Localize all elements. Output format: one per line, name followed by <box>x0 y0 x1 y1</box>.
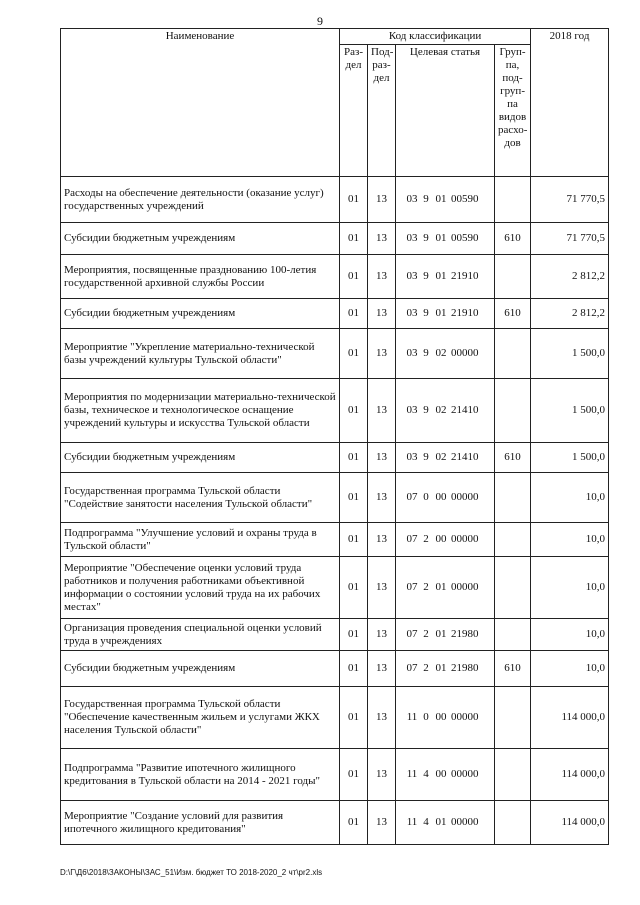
target-part-1: 07 <box>406 628 418 640</box>
target-part-3: 00 <box>435 491 447 503</box>
table-row <box>61 255 609 299</box>
header-year: 2018 год <box>531 29 609 177</box>
row-section: 01 <box>340 379 368 443</box>
table-row <box>61 329 609 379</box>
row-section: 01 <box>340 329 368 379</box>
target-part-4: 21410 <box>451 404 479 416</box>
target-part-4: 21910 <box>451 307 479 319</box>
row-group <box>495 255 531 299</box>
row-target-article <box>396 749 495 801</box>
row-name: Мероприятие "Укрепление материально-технической базы учреждений культуры Тульской области" <box>61 329 340 379</box>
row-name: Мероприятие "Обеспечение оценки условий труда работников и получения работниками объективной информации о состоянии условий труда на их рабочих местах" <box>61 557 340 619</box>
target-part-1: 03 <box>406 193 418 205</box>
target-part-1: 07 <box>406 533 418 545</box>
row-name: Мероприятия, посвященные празднованию 100-летия государственной архивной службы России <box>61 255 340 299</box>
target-part-4: 21980 <box>451 628 479 640</box>
row-section: 01 <box>340 473 368 523</box>
row-name: Мероприятия по модернизации материально-технической базы, техническое и технологическое оснащение учреждений культуры и искусства Тульской области <box>61 379 340 443</box>
target-part-1: 11 <box>406 816 418 828</box>
file-path-footer: D:\Г\Д6\2018\ЗАКОНЫ\ЗАС_51\Изм. бюджет ТО 2018-2020_2 чт\pr2.xls <box>60 868 323 877</box>
row-target-article <box>396 801 495 845</box>
target-part-4: 00000 <box>451 581 479 593</box>
table-row <box>61 557 609 619</box>
row-amount: 1 500,0 <box>531 379 609 443</box>
target-part-1: 03 <box>406 232 418 244</box>
row-target-article <box>396 473 495 523</box>
header-name: Наименование <box>61 29 340 177</box>
table-row <box>61 749 609 801</box>
table-row <box>61 801 609 845</box>
row-subsection: 13 <box>368 651 396 687</box>
row-name: Государственная программа Тульской области "Содействие занятости населения Тульской области" <box>61 473 340 523</box>
budget-table <box>60 28 609 845</box>
row-section: 01 <box>340 255 368 299</box>
row-name: Подпрограмма "Развитие ипотечного жилищного кредитования в Тульской области на 2014 - 2021 годы" <box>61 749 340 801</box>
row-name: Расходы на обеспечение деятельности (оказание услуг) государственных учреждений <box>61 177 340 223</box>
target-part-3: 00 <box>435 768 447 780</box>
target-part-3: 00 <box>435 711 447 723</box>
target-part-2: 9 <box>423 404 429 416</box>
target-part-4: 00000 <box>451 711 479 723</box>
row-subsection: 13 <box>368 801 396 845</box>
row-group <box>495 379 531 443</box>
row-group <box>495 523 531 557</box>
target-part-2: 2 <box>423 533 429 545</box>
header-subsection: Под- раз- дел <box>368 45 396 177</box>
row-amount: 10,0 <box>531 557 609 619</box>
row-amount: 114 000,0 <box>531 687 609 749</box>
target-part-1: 11 <box>406 711 418 723</box>
target-part-2: 4 <box>423 768 429 780</box>
row-subsection: 13 <box>368 299 396 329</box>
row-target-article <box>396 557 495 619</box>
row-amount: 10,0 <box>531 651 609 687</box>
row-group <box>495 801 531 845</box>
table-row <box>61 443 609 473</box>
row-subsection: 13 <box>368 557 396 619</box>
target-part-2: 9 <box>423 232 429 244</box>
row-name: Субсидии бюджетным учреждениям <box>61 223 340 255</box>
target-part-3: 01 <box>435 193 447 205</box>
page-number: 9 <box>317 14 323 28</box>
row-section: 01 <box>340 651 368 687</box>
row-amount: 10,0 <box>531 523 609 557</box>
target-part-4: 00590 <box>451 232 479 244</box>
row-section: 01 <box>340 749 368 801</box>
row-target-article <box>396 619 495 651</box>
target-part-2: 9 <box>423 451 429 463</box>
row-amount: 114 000,0 <box>531 749 609 801</box>
row-group: 610 <box>495 299 531 329</box>
row-name: Подпрограмма "Улучшение условий и охраны труда в Тульской области" <box>61 523 340 557</box>
row-group <box>495 473 531 523</box>
row-section: 01 <box>340 619 368 651</box>
target-part-4: 21980 <box>451 662 479 674</box>
row-section: 01 <box>340 443 368 473</box>
row-amount: 114 000,0 <box>531 801 609 845</box>
row-subsection: 13 <box>368 473 396 523</box>
row-name: Мероприятие "Создание условий для развития ипотечного жилищного кредитования" <box>61 801 340 845</box>
row-name: Государственная программа Тульской области "Обеспечение качественным жильем и услугами ЖКХ населения Тульской области" <box>61 687 340 749</box>
target-part-2: 9 <box>423 347 429 359</box>
target-part-3: 02 <box>435 404 447 416</box>
row-target-article <box>396 255 495 299</box>
target-part-1: 03 <box>406 451 418 463</box>
target-part-3: 01 <box>435 628 447 640</box>
target-part-1: 03 <box>406 307 418 319</box>
table-row <box>61 523 609 557</box>
target-part-1: 07 <box>406 491 418 503</box>
target-part-2: 2 <box>423 581 429 593</box>
target-part-4: 00000 <box>451 533 479 545</box>
row-group <box>495 749 531 801</box>
table-row <box>61 651 609 687</box>
target-part-2: 2 <box>423 662 429 674</box>
row-group <box>495 619 531 651</box>
row-amount: 1 500,0 <box>531 443 609 473</box>
row-subsection: 13 <box>368 223 396 255</box>
target-part-1: 03 <box>406 347 418 359</box>
target-part-3: 01 <box>435 270 447 282</box>
row-group: 610 <box>495 651 531 687</box>
row-subsection: 13 <box>368 523 396 557</box>
row-group <box>495 557 531 619</box>
target-part-3: 01 <box>435 581 447 593</box>
row-target-article <box>396 443 495 473</box>
row-name: Субсидии бюджетным учреждениям <box>61 651 340 687</box>
table-row <box>61 473 609 523</box>
table-row <box>61 223 609 255</box>
target-part-1: 07 <box>406 662 418 674</box>
target-part-2: 2 <box>423 628 429 640</box>
row-group: 610 <box>495 443 531 473</box>
target-part-3: 01 <box>435 816 447 828</box>
row-subsection: 13 <box>368 443 396 473</box>
target-part-2: 4 <box>423 816 429 828</box>
row-target-article <box>396 299 495 329</box>
target-part-3: 02 <box>435 347 447 359</box>
target-part-4: 00000 <box>451 491 479 503</box>
row-subsection: 13 <box>368 329 396 379</box>
row-section: 01 <box>340 299 368 329</box>
target-part-3: 01 <box>435 662 447 674</box>
row-amount: 2 812,2 <box>531 299 609 329</box>
target-part-3: 01 <box>435 232 447 244</box>
target-part-1: 11 <box>406 768 418 780</box>
table-row <box>61 177 609 223</box>
row-amount: 1 500,0 <box>531 329 609 379</box>
row-amount: 10,0 <box>531 619 609 651</box>
row-group <box>495 177 531 223</box>
header-classification: Код классификации <box>340 29 531 45</box>
row-target-article <box>396 523 495 557</box>
target-part-2: 0 <box>423 491 429 503</box>
row-group: 610 <box>495 223 531 255</box>
header-section: Раз- дел <box>340 45 368 177</box>
target-part-4: 21910 <box>451 270 479 282</box>
row-amount: 10,0 <box>531 473 609 523</box>
row-amount: 71 770,5 <box>531 177 609 223</box>
row-section: 01 <box>340 801 368 845</box>
target-part-4: 00590 <box>451 193 479 205</box>
target-part-1: 07 <box>406 581 418 593</box>
row-section: 01 <box>340 523 368 557</box>
row-section: 01 <box>340 687 368 749</box>
target-part-2: 9 <box>423 193 429 205</box>
table-row <box>61 299 609 329</box>
row-section: 01 <box>340 177 368 223</box>
row-amount: 71 770,5 <box>531 223 609 255</box>
target-part-2: 0 <box>423 711 429 723</box>
target-part-3: 02 <box>435 451 447 463</box>
target-part-3: 01 <box>435 307 447 319</box>
row-target-article <box>396 177 495 223</box>
row-name: Субсидии бюджетным учреждениям <box>61 299 340 329</box>
target-part-4: 00000 <box>451 347 479 359</box>
target-part-2: 9 <box>423 307 429 319</box>
table-row <box>61 687 609 749</box>
target-part-4: 00000 <box>451 816 479 828</box>
target-part-1: 03 <box>406 270 418 282</box>
header-target: Целевая статья <box>396 45 495 177</box>
row-subsection: 13 <box>368 749 396 801</box>
row-section: 01 <box>340 223 368 255</box>
row-group <box>495 329 531 379</box>
row-target-article <box>396 651 495 687</box>
header-group: Груп- па, под- груп- па видов расхо- дов <box>495 45 531 177</box>
row-amount: 2 812,2 <box>531 255 609 299</box>
row-target-article <box>396 379 495 443</box>
row-subsection: 13 <box>368 619 396 651</box>
row-subsection: 13 <box>368 177 396 223</box>
row-subsection: 13 <box>368 255 396 299</box>
row-name: Субсидии бюджетным учреждениям <box>61 443 340 473</box>
target-part-3: 00 <box>435 533 447 545</box>
target-part-2: 9 <box>423 270 429 282</box>
row-group <box>495 687 531 749</box>
row-name: Организация проведения специальной оценки условий труда в учреждениях <box>61 619 340 651</box>
row-target-article <box>396 223 495 255</box>
row-target-article <box>396 329 495 379</box>
table-body <box>61 177 609 845</box>
target-part-4: 00000 <box>451 768 479 780</box>
row-subsection: 13 <box>368 687 396 749</box>
table-row <box>61 619 609 651</box>
table-row <box>61 379 609 443</box>
target-part-1: 03 <box>406 404 418 416</box>
target-part-4: 21410 <box>451 451 479 463</box>
row-target-article <box>396 687 495 749</box>
row-subsection: 13 <box>368 379 396 443</box>
row-section: 01 <box>340 557 368 619</box>
